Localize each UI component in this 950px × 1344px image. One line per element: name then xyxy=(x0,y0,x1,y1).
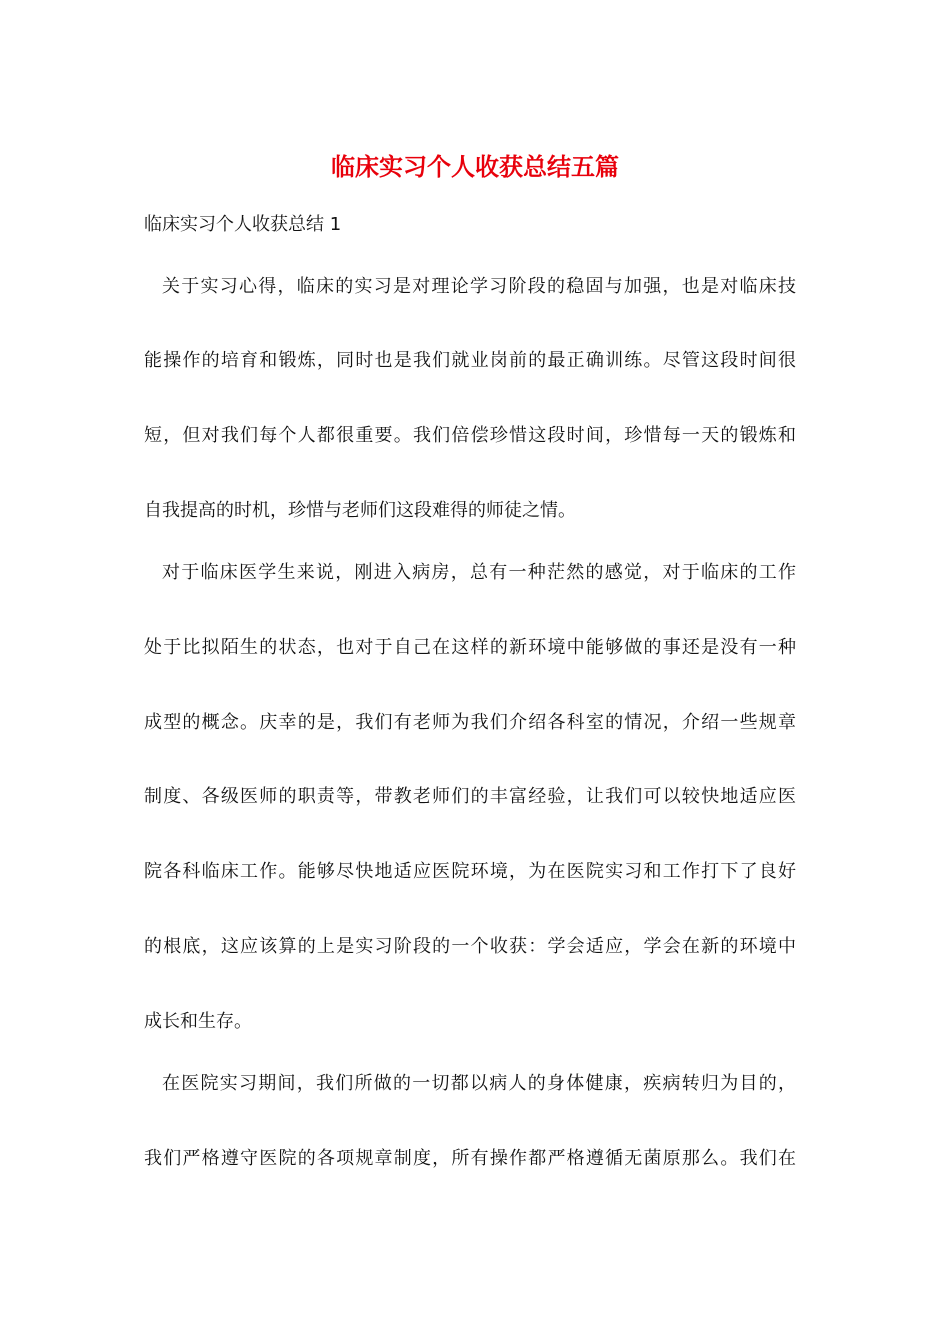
paragraph-1-line-3: 短，但对我们每个人都很重要。我们倍偿珍惜这段时间，珍惜每一天的锻炼和 xyxy=(144,425,796,446)
paragraph-2-line-1: 对于临床医学生来说，刚进入病房，总有一种茫然的感觉，对于临床的工作 xyxy=(162,562,796,583)
document-title: 临床实习个人收获总结五篇 xyxy=(331,152,619,181)
section-heading: 临床实习个人收获总结 1 xyxy=(144,214,342,235)
paragraph-1-line-2: 能操作的培育和锻炼，同时也是我们就业岗前的最正确训练。尽管这段时间很 xyxy=(144,350,796,371)
paragraph-1-line-1: 关于实习心得，临床的实习是对理论学习阶段的稳固与加强，也是对临床技 xyxy=(162,276,796,297)
paragraph-2-line-4: 制度、各级医师的职责等，带教老师们的丰富经验，让我们可以较快地适应医 xyxy=(144,786,796,807)
paragraph-2-line-7: 成长和生存。 xyxy=(144,1011,252,1032)
paragraph-2-line-3: 成型的概念。庆幸的是，我们有老师为我们介绍各科室的情况，介绍一些规章 xyxy=(144,712,796,733)
paragraph-3-line-2: 我们严格遵守医院的各项规章制度，所有操作都严格遵循无菌原那么。我们在 xyxy=(144,1148,796,1169)
paragraph-2-line-6: 的根底，这应该算的上是实习阶段的一个收获：学会适应，学会在新的环境中 xyxy=(144,936,796,957)
paragraph-2-line-2: 处于比拟陌生的状态，也对于自己在这样的新环境中能够做的事还是没有一种 xyxy=(144,637,796,658)
paragraph-3-line-1: 在医院实习期间，我们所做的一切都以病人的身体健康，疾病转归为目的， xyxy=(162,1073,796,1094)
paragraph-1-line-4: 自我提高的时机，珍惜与老师们这段难得的师徒之情。 xyxy=(144,500,576,521)
paragraph-2-line-5: 院各科临床工作。能够尽快地适应医院环境，为在医院实习和工作打下了良好 xyxy=(144,861,796,882)
